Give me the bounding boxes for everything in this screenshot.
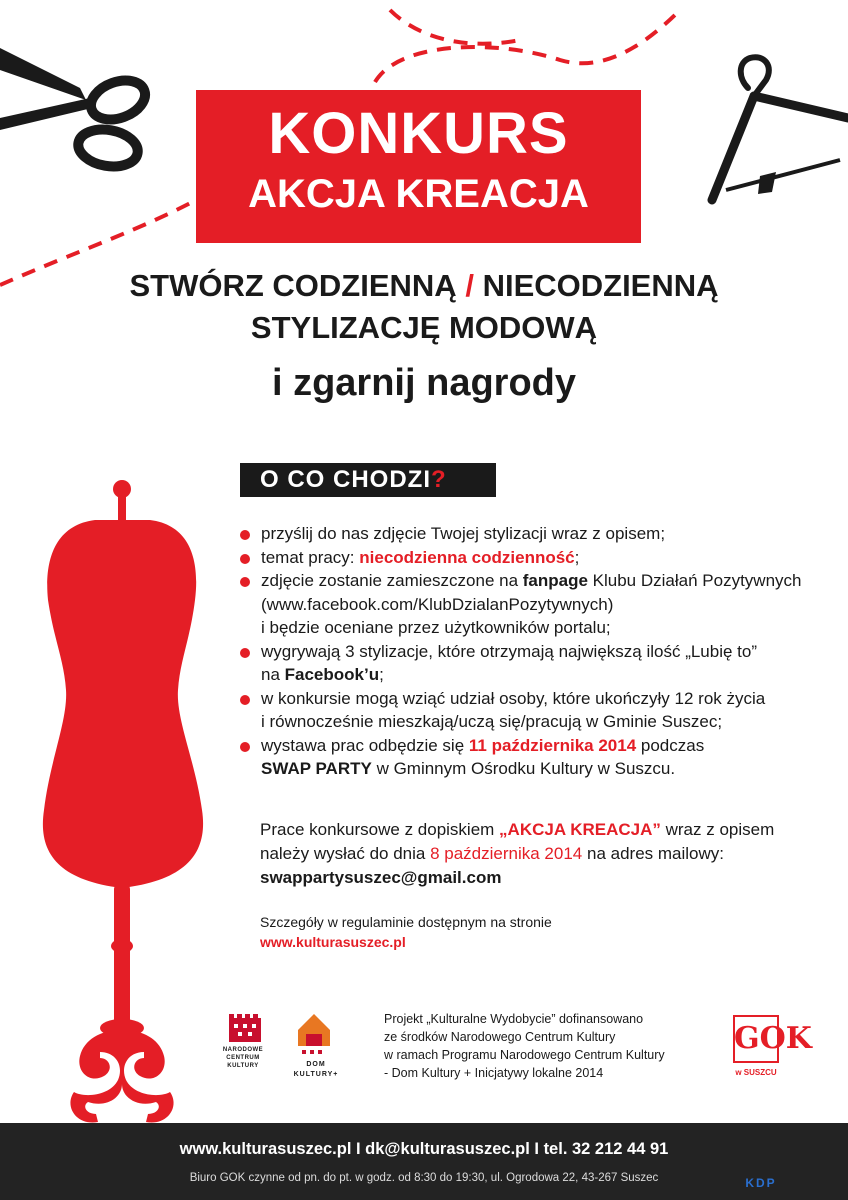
rule-4-end: ;: [379, 665, 384, 684]
kdp-logo-label: KDP: [745, 1176, 777, 1190]
section-heading-text: O CO CHODZI: [260, 466, 431, 493]
project-funding-text: [384, 1010, 724, 1082]
section-heading-mark: ?: [431, 466, 447, 493]
title-line-1: KONKURS: [268, 101, 569, 166]
headline-line-2: STYLIZACJĘ MODOWĄ: [250, 310, 598, 345]
rule-3-fanpage: fanpage: [522, 571, 588, 590]
details-text: Szczegóły w regulaminie dostępnym na stronie: [260, 914, 552, 930]
rule-2-end: ;: [574, 547, 580, 567]
bullet-dot-icon: [240, 695, 250, 705]
scissors-icon: [0, 48, 150, 171]
rule-3-club: Klubu Działań Pozytywnych: [587, 571, 802, 590]
narodowe-centrum-kultury-logo: [229, 1014, 261, 1042]
rule-item: [240, 569, 840, 640]
title-banner: [196, 90, 641, 243]
rule-6-swap-party: SWAP PARTY: [261, 759, 372, 778]
submission-d: należy wysłać do dnia: [260, 844, 431, 863]
section-heading: [240, 463, 496, 497]
rule-5-cont: i równocześnie mieszkają/uczą się/pracują w Gminie Suszec;: [261, 712, 723, 731]
rules-list: [240, 522, 840, 781]
details-paragraph: [260, 912, 820, 952]
headline-line-1: [0, 268, 848, 304]
details-url-link[interactable]: www.kulturasuszec.pl: [260, 934, 406, 950]
gok-logo-text: GOK: [734, 1021, 812, 1056]
rule-4-on: na: [261, 665, 285, 684]
rule-item: [240, 640, 840, 687]
rule-4-text: wygrywają 3 stylizacje, które otrzymają największą ilość „Lubię to”: [261, 641, 758, 661]
submission-f: na adres mailowy:: [582, 844, 724, 863]
project-line-1: Projekt „Kulturalne Wydobycie” dofinansowano: [384, 1012, 644, 1026]
rule-3-url: (www.facebook.com/KlubDzialanPozytywnych): [261, 594, 614, 614]
dashed-stitch-line-top: [375, 10, 680, 82]
rule-3-text: zdjęcie zostanie zamieszczone na: [261, 571, 523, 590]
submission-deadline: 8 października 2014: [430, 844, 583, 863]
rule-6-during: podczas: [636, 735, 705, 755]
rule-1-text: przyślij do nas zdjęcie Twojej stylizacji wraz z opisem;: [261, 524, 666, 543]
bullet-dot-icon: [240, 648, 250, 658]
rule-6-date: 11 października 2014: [468, 735, 637, 755]
headline-line-3: i zgarnij nagrody: [271, 362, 577, 404]
nck-logo-label: NARODOWE CENTRUM KULTURY: [222, 1047, 264, 1069]
project-line-2: ze środków Narodowego Centrum Kultury: [384, 1030, 616, 1044]
rule-6-place: w Gminnym Ośrodku Kultury w Suszcu.: [371, 759, 676, 778]
headline-part-2: NIECODZIENNĄ: [482, 268, 719, 303]
rule-item: [240, 687, 840, 734]
rule-4-facebook: Facebook’u: [284, 665, 380, 684]
rule-5-text: w konkursie mogą wziąć udział osoby, które ukończyły 12 rok życia: [261, 688, 766, 708]
headline-part-1: STWÓRZ CODZIENNĄ: [129, 268, 457, 303]
rule-item: [240, 734, 840, 781]
rule-2-theme: niecodzienna codzienność: [359, 547, 575, 567]
rule-item: [240, 522, 840, 546]
footer-contacts: www.kulturasuszec.pl I dk@kulturasuszec.pl I tel. 32 212 44 91: [179, 1140, 669, 1158]
footer-bar: [0, 1123, 848, 1200]
submission-email[interactable]: swappartysuszec@gmail.com: [260, 868, 502, 887]
submission-paragraph: [260, 818, 820, 890]
title-line-2: AKCJA KREACJA: [248, 172, 589, 216]
bullet-dot-icon: [240, 530, 250, 540]
gok-logo-label: w SUSZCU: [735, 1068, 777, 1077]
project-line-4: - Dom Kultury + Inicjatywy lokalne 2014: [384, 1066, 604, 1080]
submission-a: Prace konkursowe z dopiskiem: [260, 820, 500, 839]
footer-office-hours: Biuro GOK czynne od pn. do pt. w godz. od 8:30 do 19:30, ul. Ogrodowa 22, 43-267 Suszec: [189, 1172, 659, 1184]
submission-c: wraz z opisem: [660, 820, 775, 839]
rule-2-text: temat pracy:: [261, 547, 360, 567]
bullet-dot-icon: [240, 742, 250, 752]
dress-form-mannequin-icon: [43, 480, 203, 1123]
headline-slash: /: [465, 268, 474, 303]
rule-item: [240, 546, 840, 570]
submission-tag: „AKCJA KREACJA”: [499, 820, 661, 839]
dashed-stitch-line-top-right: [390, 10, 520, 44]
dom-kultury-logo-label: DOM KULTURY+: [293, 1061, 339, 1078]
rule-6-text: wystawa prac odbędzie się: [261, 735, 469, 755]
bullet-dot-icon: [240, 577, 250, 587]
hanger-icon: [712, 57, 848, 200]
dom-kultury-logo: [298, 1014, 330, 1054]
project-line-3: w ramach Programu Narodowego Centrum Kultury: [384, 1048, 665, 1062]
bullet-dot-icon: [240, 554, 250, 564]
rule-3-rating: i będzie oceniane przez użytkowników portalu;: [261, 618, 611, 637]
